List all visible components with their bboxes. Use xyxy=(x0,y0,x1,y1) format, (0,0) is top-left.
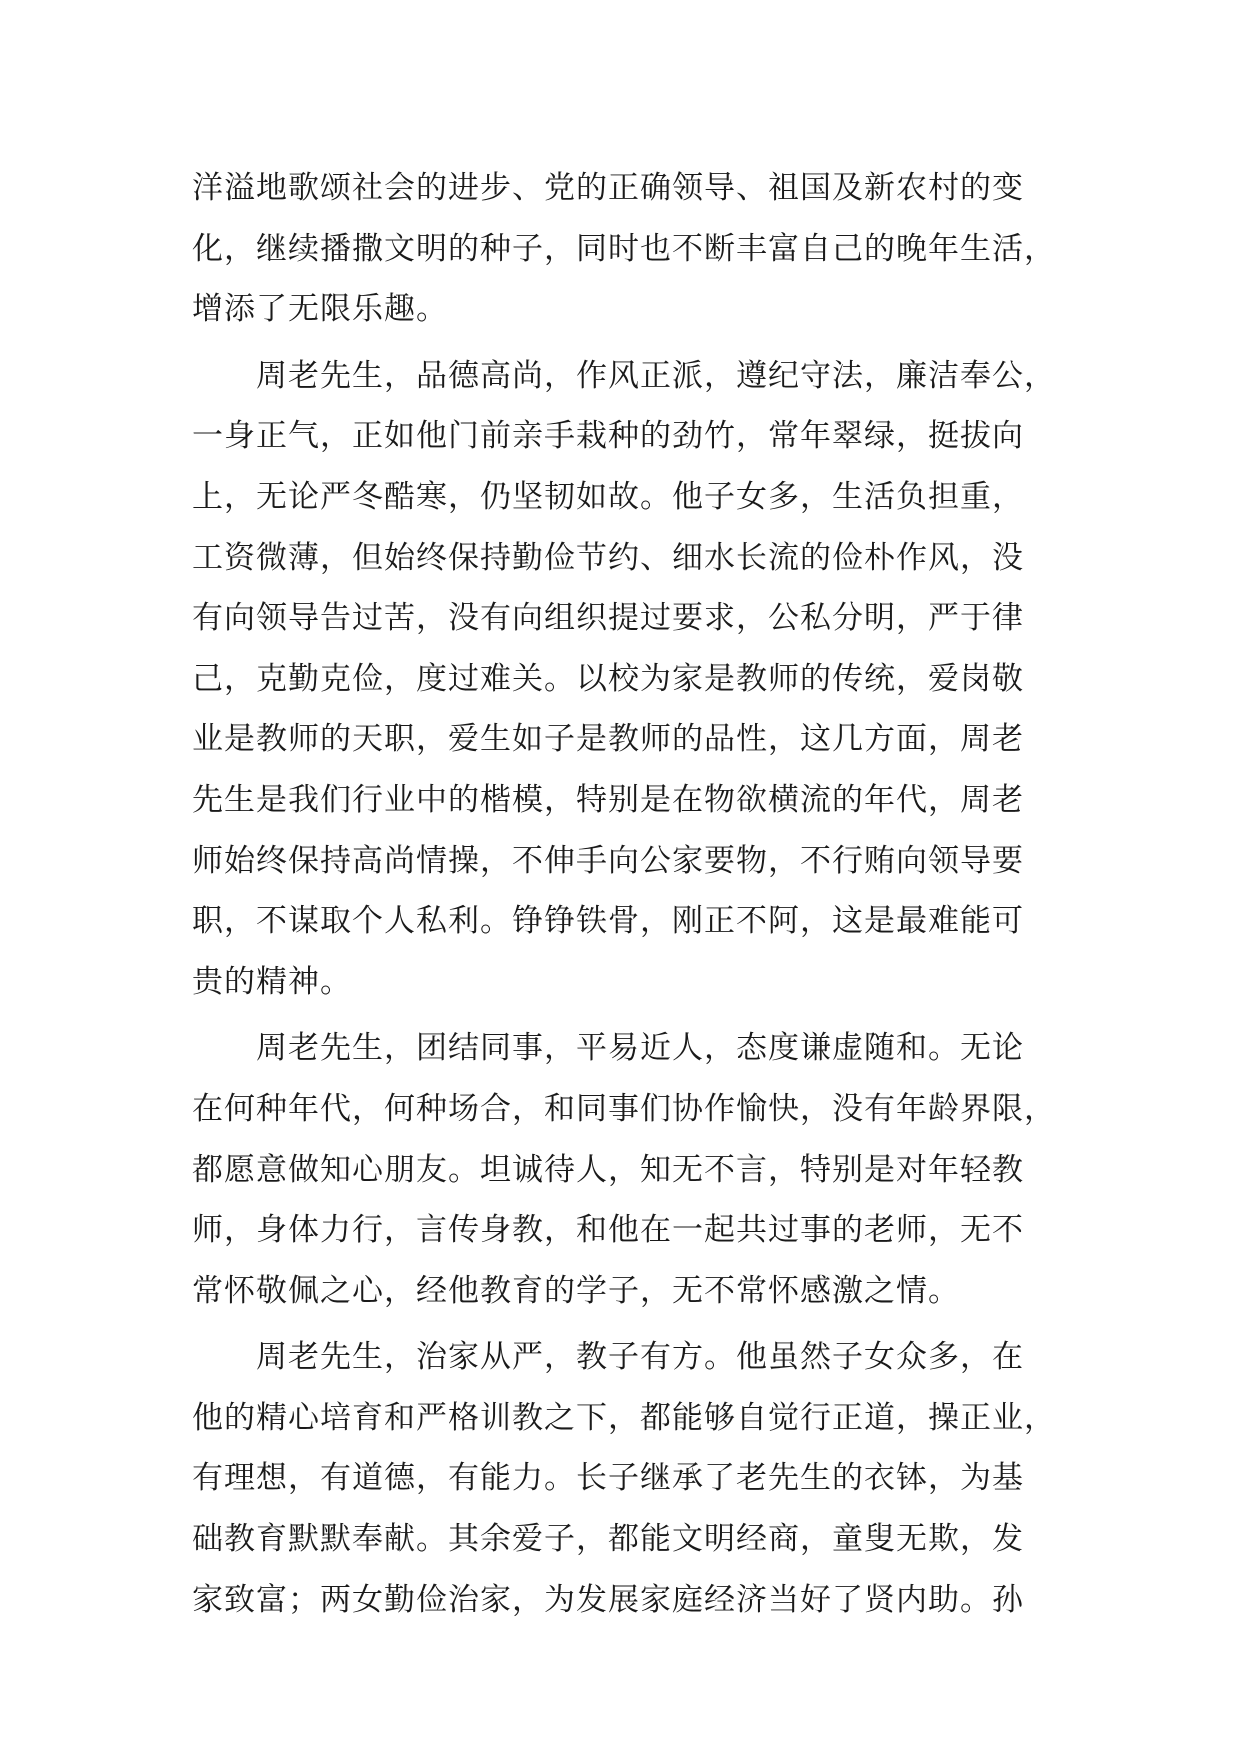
text-line: 先生是我们行业中的楷模，特别是在物欲横流的年代，周老 xyxy=(192,781,1024,818)
text-line: 有向领导告过苦，没有向组织提过要求，公私分明，严于律 xyxy=(192,600,1024,637)
text-line: 周老先生，品德高尚，作风正派，遵纪守法，廉洁奉公， xyxy=(192,357,1056,394)
text-line: 有理想，有道德，有能力。长子继承了老先生的衣钵，为基 xyxy=(192,1460,1024,1497)
text-line: 贵的精神。 xyxy=(192,963,352,1000)
text-line: 常怀敬佩之心，经他教育的学子，无不常怀感激之情。 xyxy=(192,1272,960,1309)
text-line: 增添了无限乐趣。 xyxy=(192,291,448,328)
text-line: 一身正气，正如他门前亲手栽种的劲竹，常年翠绿，挺拔向 xyxy=(192,418,1024,455)
text-line: 周老先生，团结同事，平易近人，态度谦虚随和。无论 xyxy=(192,1030,1024,1067)
text-line: 上，无论严冬酷寒，仍坚韧如故。他子女多，生活负担重， xyxy=(192,478,1024,515)
text-line: 化，继续播撒文明的种子，同时也不断丰富自己的晚年生活， xyxy=(192,230,1056,267)
body-text xyxy=(192,158,1062,1630)
text-line: 础教育默默奉献。其余爱子，都能文明经商，童叟无欺，发 xyxy=(192,1521,1024,1558)
text-line: 在何种年代，何种场合，和同事们协作愉快，没有年龄界限， xyxy=(192,1090,1056,1127)
text-line: 业是教师的天职，爱生如子是教师的品性，这几方面，周老 xyxy=(192,721,1024,758)
text-line: 师始终保持高尚情操，不伸手向公家要物，不行贿向领导要 xyxy=(192,842,1024,879)
text-line: 职，不谋取个人私利。铮铮铁骨，刚正不阿，这是最难能可 xyxy=(192,903,1024,940)
text-line: 洋溢地歌颂社会的进步、党的正确领导、祖国及新农村的变 xyxy=(192,170,1024,206)
text-line: 都愿意做知心朋友。坦诚待人，知无不言，特别是对年轻教 xyxy=(192,1151,1024,1188)
text-line: 家致富；两女勤俭治家，为发展家庭经济当好了贤内助。孙 xyxy=(192,1581,1024,1618)
text-line: 他的精心培育和严格训教之下，都能够自觉行正道，操正业， xyxy=(192,1399,1056,1436)
text-line: 工资微薄，但始终保持勤俭节约、细水长流的俭朴作风，没 xyxy=(192,539,1024,576)
text-line: 师，身体力行，言传身教，和他在一起共过事的老师，无不 xyxy=(192,1212,1024,1249)
text-line: 己，克勤克俭，度过难关。以校为家是教师的传统，爱岗敬 xyxy=(192,660,1024,697)
text-line: 周老先生，治家从严，教子有方。他虽然子女众多，在 xyxy=(192,1339,1024,1376)
